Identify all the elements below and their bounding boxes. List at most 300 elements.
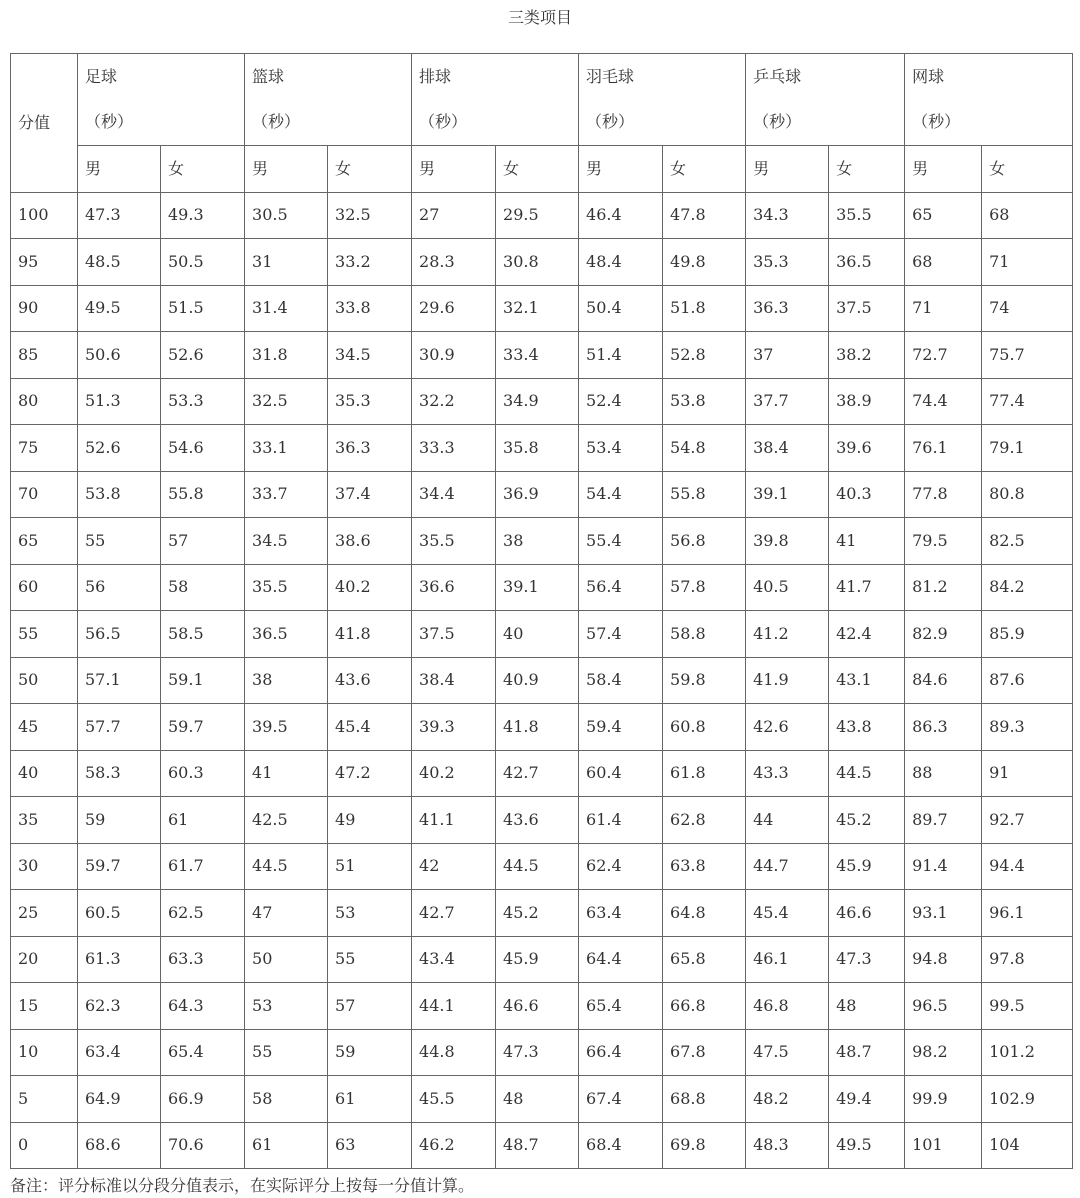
time-value-cell: 43.1	[829, 657, 905, 704]
time-value-cell: 41.8	[328, 611, 412, 658]
time-value-cell: 38.9	[829, 378, 905, 425]
time-value-cell: 84.6	[905, 657, 982, 704]
time-value-cell: 44	[746, 797, 829, 844]
time-value-cell: 36.5	[245, 611, 328, 658]
time-value-cell: 88	[905, 750, 982, 797]
time-value-cell: 43.4	[412, 936, 496, 983]
time-value-cell: 71	[982, 239, 1073, 286]
sport-header-basketball: 篮球	[245, 54, 412, 100]
time-value-cell: 59.1	[161, 657, 245, 704]
time-value-cell: 35.5	[829, 192, 905, 239]
table-row	[11, 657, 1073, 704]
time-value-cell: 66.9	[161, 1076, 245, 1123]
time-value-cell: 57.7	[78, 704, 161, 751]
time-value-cell: 55	[78, 518, 161, 565]
time-value-cell: 71	[905, 285, 982, 332]
unit-header-row	[11, 100, 1073, 146]
time-value-cell: 85.9	[982, 611, 1073, 658]
time-value-cell: 39.1	[746, 471, 829, 518]
time-value-cell: 31.8	[245, 332, 328, 379]
time-value-cell: 47.3	[496, 1029, 579, 1076]
time-value-cell: 60.8	[663, 704, 746, 751]
time-value-cell: 72.7	[905, 332, 982, 379]
score-value-cell: 85	[11, 332, 78, 379]
table-row	[11, 471, 1073, 518]
table-row	[11, 843, 1073, 890]
time-value-cell: 48	[496, 1076, 579, 1123]
table-row	[11, 890, 1073, 937]
score-value-cell: 25	[11, 890, 78, 937]
time-value-cell: 43.6	[496, 797, 579, 844]
time-value-cell: 57	[328, 983, 412, 1030]
time-value-cell: 41	[245, 750, 328, 797]
time-value-cell: 44.5	[245, 843, 328, 890]
time-value-cell: 47.8	[663, 192, 746, 239]
time-value-cell: 46.6	[829, 890, 905, 937]
time-value-cell: 97.8	[982, 936, 1073, 983]
time-value-cell: 38.4	[746, 425, 829, 472]
time-value-cell: 47	[245, 890, 328, 937]
time-value-cell: 46.2	[412, 1122, 496, 1169]
time-value-cell: 61.4	[579, 797, 663, 844]
score-value-cell: 20	[11, 936, 78, 983]
time-value-cell: 61	[328, 1076, 412, 1123]
time-value-cell: 49.8	[663, 239, 746, 286]
time-value-cell: 40	[496, 611, 579, 658]
time-value-cell: 44.1	[412, 983, 496, 1030]
time-value-cell: 45.5	[412, 1076, 496, 1123]
time-value-cell: 37.7	[746, 378, 829, 425]
page-title: 三类项目	[507, 8, 572, 27]
time-value-cell: 32.5	[245, 378, 328, 425]
time-value-cell: 33.1	[245, 425, 328, 472]
time-value-cell: 53.3	[161, 378, 245, 425]
score-value-cell: 70	[11, 471, 78, 518]
time-value-cell: 60.5	[78, 890, 161, 937]
time-value-cell: 31	[245, 239, 328, 286]
gender-male-label: 男	[245, 146, 328, 193]
time-value-cell: 34.4	[412, 471, 496, 518]
time-value-cell: 38.2	[829, 332, 905, 379]
time-value-cell: 58	[161, 564, 245, 611]
time-value-cell: 93.1	[905, 890, 982, 937]
time-value-cell: 33.8	[328, 285, 412, 332]
time-value-cell: 79.1	[982, 425, 1073, 472]
time-value-cell: 68	[982, 192, 1073, 239]
time-value-cell: 81.2	[905, 564, 982, 611]
sport-header-table-tennis: 乒乓球	[746, 54, 905, 100]
time-value-cell: 61	[161, 797, 245, 844]
table-row	[11, 750, 1073, 797]
time-value-cell: 28.3	[412, 239, 496, 286]
time-value-cell: 42.4	[829, 611, 905, 658]
gender-female-label: 女	[663, 146, 746, 193]
time-value-cell: 58.4	[579, 657, 663, 704]
time-value-cell: 91.4	[905, 843, 982, 890]
time-value-cell: 68.4	[579, 1122, 663, 1169]
time-value-cell: 47.3	[78, 192, 161, 239]
score-value-cell: 15	[11, 983, 78, 1030]
score-value-cell: 35	[11, 797, 78, 844]
gender-female-label: 女	[496, 146, 579, 193]
time-value-cell: 67.8	[663, 1029, 746, 1076]
table-row	[11, 983, 1073, 1030]
gender-female-label: 女	[161, 146, 245, 193]
time-value-cell: 45.9	[829, 843, 905, 890]
time-value-cell: 42.7	[496, 750, 579, 797]
time-value-cell: 32.2	[412, 378, 496, 425]
time-value-cell: 35.8	[496, 425, 579, 472]
time-value-cell: 59	[328, 1029, 412, 1076]
table-row	[11, 1122, 1073, 1169]
time-value-cell: 56.4	[579, 564, 663, 611]
time-value-cell: 41.2	[746, 611, 829, 658]
score-value-cell: 80	[11, 378, 78, 425]
time-value-cell: 55.8	[161, 471, 245, 518]
time-value-cell: 104	[982, 1122, 1073, 1169]
time-value-cell: 68.6	[78, 1122, 161, 1169]
sport-header-tennis: 网球	[905, 54, 1073, 100]
table-row	[11, 1076, 1073, 1123]
time-value-cell: 57.1	[78, 657, 161, 704]
time-value-cell: 37	[746, 332, 829, 379]
time-value-cell: 86.3	[905, 704, 982, 751]
time-value-cell: 50.5	[161, 239, 245, 286]
time-value-cell: 53.8	[663, 378, 746, 425]
gender-male-label: 男	[746, 146, 829, 193]
gender-female-label: 女	[328, 146, 412, 193]
time-value-cell: 33.2	[328, 239, 412, 286]
gender-male-label: 男	[412, 146, 496, 193]
table-row	[11, 611, 1073, 658]
time-value-cell: 65.8	[663, 936, 746, 983]
time-value-cell: 61.3	[78, 936, 161, 983]
sport-header-football: 足球	[78, 54, 245, 100]
time-value-cell: 52.6	[161, 332, 245, 379]
time-value-cell: 94.8	[905, 936, 982, 983]
time-value-cell: 53.8	[78, 471, 161, 518]
time-value-cell: 45.2	[496, 890, 579, 937]
time-value-cell: 45.4	[328, 704, 412, 751]
time-value-cell: 33.3	[412, 425, 496, 472]
time-value-cell: 44.7	[746, 843, 829, 890]
unit-label: （秒）	[579, 100, 746, 146]
gender-header-row	[11, 146, 1073, 193]
time-value-cell: 56	[78, 564, 161, 611]
gender-female-label: 女	[982, 146, 1073, 193]
time-value-cell: 79.5	[905, 518, 982, 565]
score-value-cell: 40	[11, 750, 78, 797]
time-value-cell: 48.5	[78, 239, 161, 286]
time-value-cell: 54.6	[161, 425, 245, 472]
time-value-cell: 101.2	[982, 1029, 1073, 1076]
time-value-cell: 63.3	[161, 936, 245, 983]
table-row	[11, 332, 1073, 379]
time-value-cell: 59.7	[78, 843, 161, 890]
time-value-cell: 40.2	[328, 564, 412, 611]
time-value-cell: 42	[412, 843, 496, 890]
time-value-cell: 49.4	[829, 1076, 905, 1123]
time-value-cell: 57.4	[579, 611, 663, 658]
time-value-cell: 43.3	[746, 750, 829, 797]
time-value-cell: 41.8	[496, 704, 579, 751]
time-value-cell: 65.4	[161, 1029, 245, 1076]
time-value-cell: 41.9	[746, 657, 829, 704]
time-value-cell: 29.6	[412, 285, 496, 332]
score-value-cell: 95	[11, 239, 78, 286]
time-value-cell: 76.1	[905, 425, 982, 472]
table-row	[11, 564, 1073, 611]
time-value-cell: 32.5	[328, 192, 412, 239]
time-value-cell: 65.4	[579, 983, 663, 1030]
time-value-cell: 63	[328, 1122, 412, 1169]
time-value-cell: 30.9	[412, 332, 496, 379]
time-value-cell: 58.3	[78, 750, 161, 797]
gender-male-label: 男	[905, 146, 982, 193]
time-value-cell: 32.1	[496, 285, 579, 332]
time-value-cell: 38	[496, 518, 579, 565]
time-value-cell: 44.5	[496, 843, 579, 890]
score-header: 分值	[11, 54, 78, 193]
time-value-cell: 48.7	[829, 1029, 905, 1076]
time-value-cell: 49.3	[161, 192, 245, 239]
sport-header-row	[11, 54, 1073, 100]
time-value-cell: 54.4	[579, 471, 663, 518]
score-value-cell: 55	[11, 611, 78, 658]
score-value-cell: 45	[11, 704, 78, 751]
sport-header-badminton: 羽毛球	[579, 54, 746, 100]
time-value-cell: 34.5	[245, 518, 328, 565]
time-value-cell: 41.1	[412, 797, 496, 844]
time-value-cell: 40.2	[412, 750, 496, 797]
time-value-cell: 98.2	[905, 1029, 982, 1076]
time-value-cell: 44.5	[829, 750, 905, 797]
time-value-cell: 34.9	[496, 378, 579, 425]
time-value-cell: 64.3	[161, 983, 245, 1030]
score-value-cell: 0	[11, 1122, 78, 1169]
gender-male-label: 男	[579, 146, 663, 193]
table-row	[11, 239, 1073, 286]
time-value-cell: 68.8	[663, 1076, 746, 1123]
time-value-cell: 102.9	[982, 1076, 1073, 1123]
time-value-cell: 99.9	[905, 1076, 982, 1123]
time-value-cell: 53.4	[579, 425, 663, 472]
time-value-cell: 37.4	[328, 471, 412, 518]
time-value-cell: 49.5	[829, 1122, 905, 1169]
table-row	[11, 285, 1073, 332]
time-value-cell: 47.2	[328, 750, 412, 797]
time-value-cell: 31.4	[245, 285, 328, 332]
time-value-cell: 49	[328, 797, 412, 844]
time-value-cell: 44.8	[412, 1029, 496, 1076]
time-value-cell: 52.4	[579, 378, 663, 425]
time-value-cell: 39.3	[412, 704, 496, 751]
time-value-cell: 39.8	[746, 518, 829, 565]
time-value-cell: 58.5	[161, 611, 245, 658]
time-value-cell: 38	[245, 657, 328, 704]
time-value-cell: 59	[78, 797, 161, 844]
time-value-cell: 51	[328, 843, 412, 890]
time-value-cell: 52.8	[663, 332, 746, 379]
score-value-cell: 100	[11, 192, 78, 239]
time-value-cell: 55.4	[579, 518, 663, 565]
time-value-cell: 47.3	[829, 936, 905, 983]
time-value-cell: 48.2	[746, 1076, 829, 1123]
score-value-cell: 75	[11, 425, 78, 472]
time-value-cell: 41.7	[829, 564, 905, 611]
time-value-cell: 47.5	[746, 1029, 829, 1076]
table-row	[11, 192, 1073, 239]
time-value-cell: 51.5	[161, 285, 245, 332]
time-value-cell: 63.8	[663, 843, 746, 890]
time-value-cell: 34.3	[746, 192, 829, 239]
time-value-cell: 37.5	[829, 285, 905, 332]
time-value-cell: 50	[245, 936, 328, 983]
time-value-cell: 57	[161, 518, 245, 565]
time-value-cell: 33.4	[496, 332, 579, 379]
time-value-cell: 51.4	[579, 332, 663, 379]
table-row	[11, 704, 1073, 751]
time-value-cell: 82.5	[982, 518, 1073, 565]
time-value-cell: 56.5	[78, 611, 161, 658]
time-value-cell: 84.2	[982, 564, 1073, 611]
table-row	[11, 936, 1073, 983]
time-value-cell: 40.3	[829, 471, 905, 518]
time-value-cell: 39.1	[496, 564, 579, 611]
time-value-cell: 64.4	[579, 936, 663, 983]
time-value-cell: 49.5	[78, 285, 161, 332]
time-value-cell: 55	[245, 1029, 328, 1076]
time-value-cell: 35.3	[746, 239, 829, 286]
score-value-cell: 65	[11, 518, 78, 565]
time-value-cell: 59.4	[579, 704, 663, 751]
time-value-cell: 62.4	[579, 843, 663, 890]
time-value-cell: 46.1	[746, 936, 829, 983]
time-value-cell: 40.5	[746, 564, 829, 611]
time-value-cell: 53	[245, 983, 328, 1030]
time-value-cell: 51.8	[663, 285, 746, 332]
score-table	[10, 53, 1073, 1169]
time-value-cell: 48	[829, 983, 905, 1030]
time-value-cell: 46.8	[746, 983, 829, 1030]
time-value-cell: 36.3	[328, 425, 412, 472]
time-value-cell: 48.7	[496, 1122, 579, 1169]
time-value-cell: 45.9	[496, 936, 579, 983]
time-value-cell: 63.4	[78, 1029, 161, 1076]
time-value-cell: 30.5	[245, 192, 328, 239]
table-header	[11, 54, 1073, 193]
time-value-cell: 41	[829, 518, 905, 565]
time-value-cell: 50.6	[78, 332, 161, 379]
time-value-cell: 68	[905, 239, 982, 286]
time-value-cell: 48.4	[579, 239, 663, 286]
time-value-cell: 61.7	[161, 843, 245, 890]
time-value-cell: 101	[905, 1122, 982, 1169]
time-value-cell: 42.6	[746, 704, 829, 751]
gender-female-label: 女	[829, 146, 905, 193]
time-value-cell: 45.4	[746, 890, 829, 937]
unit-label: （秒）	[245, 100, 412, 146]
time-value-cell: 62.3	[78, 983, 161, 1030]
time-value-cell: 46.6	[496, 983, 579, 1030]
table-row	[11, 1029, 1073, 1076]
time-value-cell: 64.9	[78, 1076, 161, 1123]
time-value-cell: 60.3	[161, 750, 245, 797]
time-value-cell: 35.3	[328, 378, 412, 425]
time-value-cell: 35.5	[412, 518, 496, 565]
time-value-cell: 55	[328, 936, 412, 983]
unit-label: （秒）	[746, 100, 905, 146]
time-value-cell: 52.6	[78, 425, 161, 472]
time-value-cell: 34.5	[328, 332, 412, 379]
time-value-cell: 94.4	[982, 843, 1073, 890]
sport-header-volleyball: 排球	[412, 54, 579, 100]
score-value-cell: 10	[11, 1029, 78, 1076]
time-value-cell: 40.9	[496, 657, 579, 704]
time-value-cell: 75.7	[982, 332, 1073, 379]
time-value-cell: 33.7	[245, 471, 328, 518]
time-value-cell: 69.8	[663, 1122, 746, 1169]
unit-label: （秒）	[412, 100, 579, 146]
time-value-cell: 96.5	[905, 983, 982, 1030]
time-value-cell: 56.8	[663, 518, 746, 565]
time-value-cell: 42.5	[245, 797, 328, 844]
time-value-cell: 89.3	[982, 704, 1073, 751]
time-value-cell: 36.3	[746, 285, 829, 332]
time-value-cell: 54.8	[663, 425, 746, 472]
time-value-cell: 46.4	[579, 192, 663, 239]
time-value-cell: 89.7	[905, 797, 982, 844]
score-value-cell: 5	[11, 1076, 78, 1123]
time-value-cell: 70.6	[161, 1122, 245, 1169]
time-value-cell: 38.6	[328, 518, 412, 565]
score-value-cell: 60	[11, 564, 78, 611]
time-value-cell: 30.8	[496, 239, 579, 286]
time-value-cell: 42.7	[412, 890, 496, 937]
score-value-cell: 90	[11, 285, 78, 332]
time-value-cell: 77.4	[982, 378, 1073, 425]
time-value-cell: 39.6	[829, 425, 905, 472]
time-value-cell: 66.8	[663, 983, 746, 1030]
time-value-cell: 53	[328, 890, 412, 937]
time-value-cell: 74	[982, 285, 1073, 332]
time-value-cell: 87.6	[982, 657, 1073, 704]
time-value-cell: 58	[245, 1076, 328, 1123]
time-value-cell: 63.4	[579, 890, 663, 937]
time-value-cell: 27	[412, 192, 496, 239]
time-value-cell: 60.4	[579, 750, 663, 797]
time-value-cell: 80.8	[982, 471, 1073, 518]
time-value-cell: 62.5	[161, 890, 245, 937]
time-value-cell: 58.8	[663, 611, 746, 658]
time-value-cell: 62.8	[663, 797, 746, 844]
time-value-cell: 59.8	[663, 657, 746, 704]
time-value-cell: 77.8	[905, 471, 982, 518]
time-value-cell: 36.6	[412, 564, 496, 611]
time-value-cell: 67.4	[579, 1076, 663, 1123]
time-value-cell: 59.7	[161, 704, 245, 751]
time-value-cell: 38.4	[412, 657, 496, 704]
time-value-cell: 66.4	[579, 1029, 663, 1076]
time-value-cell: 61	[245, 1122, 328, 1169]
time-value-cell: 64.8	[663, 890, 746, 937]
table-row	[11, 797, 1073, 844]
time-value-cell: 74.4	[905, 378, 982, 425]
score-value-cell: 50	[11, 657, 78, 704]
time-value-cell: 29.5	[496, 192, 579, 239]
table-body	[11, 192, 1073, 1169]
time-value-cell: 48.3	[746, 1122, 829, 1169]
